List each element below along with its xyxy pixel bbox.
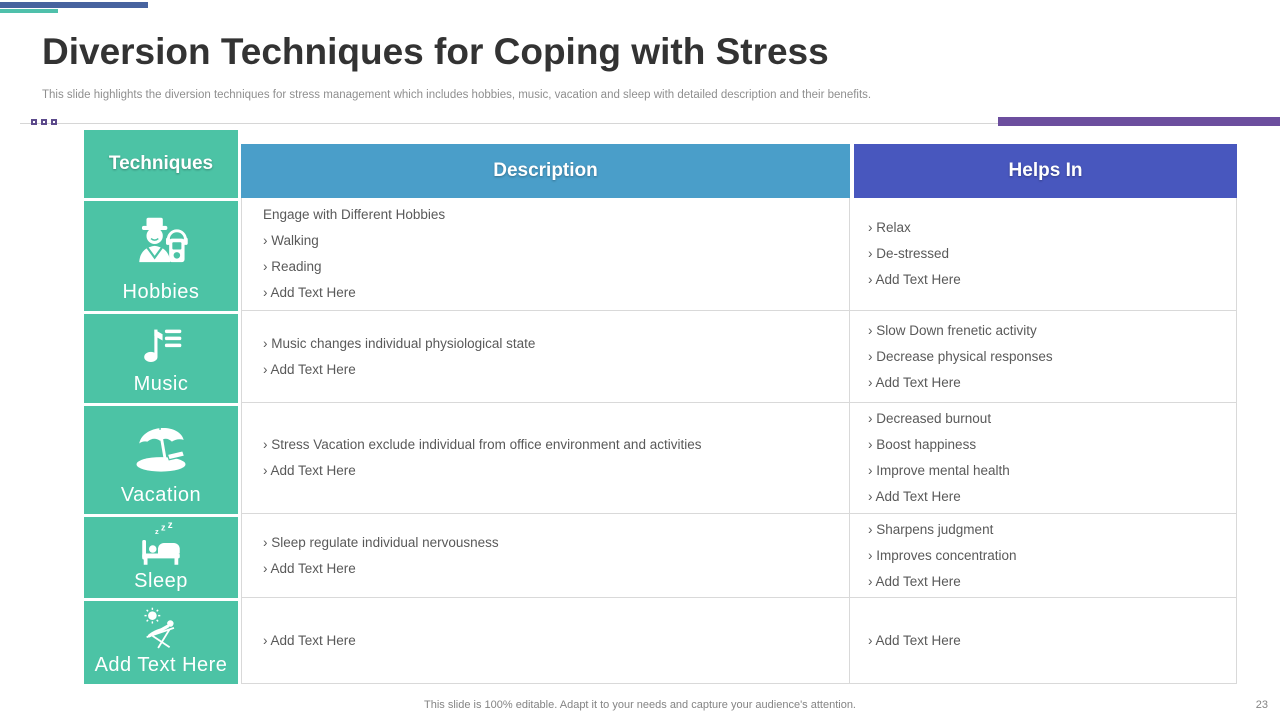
footer-note: This slide is 100% editable. Adapt it to your needs and capture your audience's attention. <box>424 699 856 711</box>
technique-label: Sleep <box>134 570 188 592</box>
sleeping-bed-icon <box>135 517 187 570</box>
square-icon <box>51 119 57 125</box>
description-line: › Sleep regulate individual nervousness <box>263 534 499 550</box>
helps-line: › Add Text Here <box>868 573 961 589</box>
description-line: › Stress Vacation exclude individual from office environment and activities <box>263 437 702 452</box>
svg-text:z: z <box>155 527 159 536</box>
square-icon <box>31 119 37 125</box>
page-number: 23 <box>1255 699 1268 711</box>
column-header-helps-in-label: Helps In <box>854 144 1237 198</box>
helps-line: › Add Text Here <box>868 632 961 648</box>
helps-line: › Improves concentration <box>868 547 1017 563</box>
helps-line: › Improve mental health <box>868 463 1010 478</box>
helps-line: › Add Text Here <box>868 489 961 504</box>
technique-cell-add-text <box>84 598 241 684</box>
slide-title: Diversion Techniques for Coping with Stress <box>42 31 829 72</box>
top-teal-accent-bar <box>0 9 58 13</box>
helps-line: › Add Text Here <box>868 374 961 390</box>
column-header-description-label: Description <box>241 144 850 198</box>
technique-cell-hobbies <box>84 198 241 311</box>
decorative-squares <box>31 119 57 125</box>
column-header-helps-in <box>850 130 1237 198</box>
description-cell-add-text <box>241 598 850 684</box>
helps-cell-hobbies <box>850 198 1237 311</box>
description-line: › Add Text Here <box>263 632 356 648</box>
relax-lounge-chair-icon <box>135 601 187 654</box>
helps-line: › Decrease physical responses <box>868 348 1053 364</box>
helps-cell-music <box>850 311 1237 403</box>
technique-cell-vacation <box>84 403 241 514</box>
description-line: › Walking <box>263 233 319 248</box>
technique-cell-music <box>84 311 241 403</box>
top-blue-accent-bar <box>0 2 148 8</box>
helps-cell-vacation <box>850 403 1237 514</box>
helps-line: › Relax <box>868 220 911 235</box>
square-icon <box>41 119 47 125</box>
helps-cell-add-text <box>850 598 1237 684</box>
slide-subtitle: This slide highlights the diversion techniques for stress management which includes hobbies, music, vacation and sleep with detailed description and their benefits. <box>42 89 872 101</box>
description-line: › Add Text Here <box>263 285 356 300</box>
helps-line: › Sharpens judgment <box>868 521 994 537</box>
music-note-playlist-icon <box>134 314 188 373</box>
description-line: › Add Text Here <box>263 361 356 377</box>
helps-line: › Slow Down frenetic activity <box>868 322 1037 338</box>
technique-cell-sleep <box>84 514 241 598</box>
description-cell-hobbies <box>241 198 850 311</box>
stress-techniques-table <box>84 130 1237 684</box>
hobbies-person-music-icon <box>130 201 192 281</box>
purple-accent-bar <box>998 117 1280 126</box>
description-line: Engage with Different Hobbies <box>263 207 446 222</box>
technique-label: Add Text Here <box>94 654 228 676</box>
description-cell-music <box>241 311 850 403</box>
column-header-techniques: Techniques <box>84 130 241 198</box>
helps-line: › Decreased burnout <box>868 411 992 426</box>
description-line: › Add Text Here <box>263 560 356 576</box>
technique-label: Music <box>133 373 189 395</box>
description-line: › Reading <box>263 259 322 274</box>
technique-label: Hobbies <box>122 281 200 303</box>
svg-text:z: z <box>167 522 173 531</box>
description-cell-sleep <box>241 514 850 598</box>
helps-line: › De-stressed <box>868 246 950 261</box>
helps-cell-sleep <box>850 514 1237 598</box>
description-cell-vacation <box>241 403 850 514</box>
beach-umbrella-icon <box>130 406 192 484</box>
description-line: › Music changes individual physiological state <box>263 335 536 351</box>
helps-line: › Add Text Here <box>868 272 961 287</box>
description-line: › Add Text Here <box>263 463 356 478</box>
svg-text:z: z <box>161 522 166 533</box>
helps-line: › Boost happiness <box>868 437 977 452</box>
column-header-description <box>241 130 850 198</box>
technique-label: Vacation <box>120 484 202 506</box>
